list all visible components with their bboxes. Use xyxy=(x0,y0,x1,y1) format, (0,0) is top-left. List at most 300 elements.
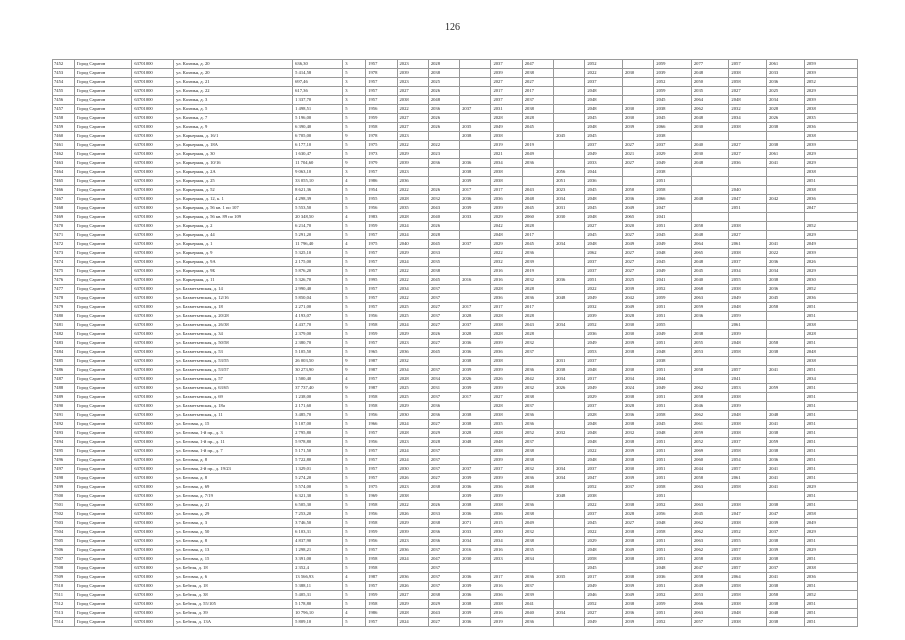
table-cell xyxy=(554,582,585,591)
table-cell: 5 178,80 xyxy=(293,600,343,609)
table-cell: 2033 xyxy=(460,528,491,537)
table-cell: 7509 xyxy=(53,573,75,582)
table-cell: ул. Бахметьевская, д. 53/55 xyxy=(174,357,293,366)
table-cell: 2038 xyxy=(522,510,553,519)
table-cell: 2048 xyxy=(691,258,729,267)
table-cell: 2051 xyxy=(804,312,857,321)
table-cell: 2049 xyxy=(585,150,623,159)
table-row xyxy=(53,483,858,492)
table-cell: 63701000 xyxy=(132,357,174,366)
table-cell: Город Саратов xyxy=(74,339,131,348)
table-cell: 2038 xyxy=(622,537,653,546)
table-cell: 2028 xyxy=(460,429,491,438)
table-cell: 2027 xyxy=(622,231,653,240)
table-cell: 5 xyxy=(343,474,366,483)
table-cell xyxy=(428,168,459,177)
table-cell: 7496 xyxy=(53,456,75,465)
table-cell: 7463 xyxy=(53,159,75,168)
table-cell: 2037 xyxy=(585,465,623,474)
table-row xyxy=(53,528,858,537)
table-cell: 5 xyxy=(343,537,366,546)
table-cell: 2039 xyxy=(729,402,767,411)
table-cell: 63701000 xyxy=(132,582,174,591)
table-cell: 2038 xyxy=(804,105,857,114)
table-cell: 2038 xyxy=(622,555,653,564)
table-row xyxy=(53,87,858,96)
table-cell: 2023 xyxy=(397,483,428,492)
table-cell: 1975 xyxy=(366,240,397,249)
table-row xyxy=(53,357,858,366)
table-cell: ул. Карьерная, д. 9Б xyxy=(174,267,293,276)
table-cell xyxy=(554,411,585,420)
table-cell: 2037 xyxy=(585,402,623,411)
table-cell: 2027 xyxy=(622,519,653,528)
table-cell: 2049 xyxy=(691,582,729,591)
table-cell: 2071 xyxy=(460,519,491,528)
table-cell: Город Саратов xyxy=(74,87,131,96)
table-cell xyxy=(691,357,729,366)
table-cell: 2021 xyxy=(491,150,522,159)
table-cell: 2037 xyxy=(585,78,623,87)
table-cell: Город Саратов xyxy=(74,492,131,501)
table-cell: 2045 xyxy=(585,186,623,195)
table-cell: 2038 xyxy=(460,357,491,366)
table-row xyxy=(53,474,858,483)
table-cell: 9 063,10 xyxy=(293,168,343,177)
table-cell: 7493 xyxy=(53,429,75,438)
table-cell: 2039 xyxy=(491,384,522,393)
table-cell: 9 xyxy=(343,159,366,168)
table-cell: 2036 xyxy=(522,411,553,420)
table-cell: Город Саратов xyxy=(74,69,131,78)
table-cell: 2034 xyxy=(554,375,585,384)
table-cell: 63701000 xyxy=(132,366,174,375)
table-row xyxy=(53,204,858,213)
table-cell: ул. Казачья, д. 3 xyxy=(174,96,293,105)
table-cell: 1956 xyxy=(366,510,397,519)
table-cell: 2039 xyxy=(804,69,857,78)
table-cell: 1958 xyxy=(366,555,397,564)
table-cell: 2 271,00 xyxy=(293,303,343,312)
table-cell: 2034 xyxy=(428,375,459,384)
table-cell: 1956 xyxy=(366,312,397,321)
table-cell: 2023 xyxy=(428,150,459,159)
table-cell: 5 xyxy=(343,600,366,609)
table-cell: 2037 xyxy=(522,438,553,447)
table-cell: 7472 xyxy=(53,240,75,249)
table-cell: 1957 xyxy=(366,267,397,276)
table-cell: 63701000 xyxy=(132,231,174,240)
table-cell: 2038 xyxy=(804,132,857,141)
table-cell: 2059 xyxy=(654,600,692,609)
table-cell: 2046 xyxy=(691,402,729,411)
table-cell: 2058 xyxy=(767,303,805,312)
table-cell: 1987 xyxy=(366,366,397,375)
table-cell: 2036 xyxy=(804,294,857,303)
table-cell: 2059 xyxy=(654,294,692,303)
table-cell: 2029 xyxy=(428,429,459,438)
table-cell: 2048 xyxy=(491,438,522,447)
table-cell: 2027 xyxy=(397,591,428,600)
table-cell: Город Саратов xyxy=(74,537,131,546)
table-cell: 63701000 xyxy=(132,456,174,465)
table-cell: 2024 xyxy=(397,321,428,330)
table-cell: 2053 xyxy=(585,348,623,357)
table-cell: ул. Карьерная, д. 56 кв. 89 по 109 xyxy=(174,213,293,222)
table-cell: Город Саратов xyxy=(74,510,131,519)
table-cell: 63701000 xyxy=(132,447,174,456)
table-cell: ул. Казачья, д. 5 xyxy=(174,105,293,114)
table-cell xyxy=(460,294,491,303)
table-cell xyxy=(554,96,585,105)
table-cell: ул. Карьерная, д. 30 xyxy=(174,150,293,159)
table-cell: 2048 xyxy=(522,195,553,204)
table-cell: 2049 xyxy=(491,123,522,132)
table-cell: 2048 xyxy=(428,96,459,105)
table-cell: 2038 xyxy=(522,447,553,456)
table-cell xyxy=(460,267,491,276)
table-cell: 2038 xyxy=(729,618,767,627)
table-cell: 2053 xyxy=(691,348,729,357)
table-cell: 2051 xyxy=(804,411,857,420)
table-cell: 6 321,30 xyxy=(293,492,343,501)
table-row xyxy=(53,186,858,195)
table-cell: 2036 xyxy=(428,528,459,537)
table-cell: ул. Беговая, д. 8 xyxy=(174,474,293,483)
table-cell: 1957 xyxy=(366,339,397,348)
table-cell: 7500 xyxy=(53,492,75,501)
table-cell xyxy=(767,357,805,366)
table-cell: 2052 xyxy=(654,591,692,600)
table-cell: 5 xyxy=(343,258,366,267)
table-cell: 2039 xyxy=(460,204,491,213)
table-cell: 2026 xyxy=(428,501,459,510)
table-cell: 2036 xyxy=(767,258,805,267)
table-cell: 2038 xyxy=(767,429,805,438)
table-cell: 2048 xyxy=(585,213,623,222)
table-cell: 2030 xyxy=(804,276,857,285)
table-cell: 2027 xyxy=(491,78,522,87)
table-row xyxy=(53,573,858,582)
table-cell xyxy=(554,393,585,402)
table-cell: 2028 xyxy=(622,312,653,321)
table-row xyxy=(53,510,858,519)
table-cell: Город Саратов xyxy=(74,258,131,267)
table-cell: 2052 xyxy=(585,60,623,69)
table-cell: 2058 xyxy=(691,366,729,375)
table-cell: 7480 xyxy=(53,312,75,321)
table-cell: 5 809,10 xyxy=(293,618,343,627)
table-cell: 2022 xyxy=(585,285,623,294)
table-cell: 2037 xyxy=(428,573,459,582)
table-cell: 2037 xyxy=(767,528,805,537)
table-cell: 2059 xyxy=(691,429,729,438)
table-cell: 3 xyxy=(343,87,366,96)
table-cell: 63701000 xyxy=(132,420,174,429)
table-cell: 2037 xyxy=(729,438,767,447)
table-cell: 2059 xyxy=(654,60,692,69)
table-cell: 2040 xyxy=(397,240,428,249)
table-cell: 5 xyxy=(343,321,366,330)
table-cell: 2049 xyxy=(585,339,623,348)
table-cell: 2044 xyxy=(691,465,729,474)
table-cell: 2038 xyxy=(729,600,767,609)
table-cell: Город Саратов xyxy=(74,519,131,528)
table-cell: 2036 xyxy=(522,420,553,429)
table-cell: 2038 xyxy=(767,123,805,132)
table-cell: 2043 xyxy=(522,321,553,330)
table-cell: 2039 xyxy=(585,312,623,321)
table-row xyxy=(53,465,858,474)
table-cell: 2027 xyxy=(428,618,459,627)
table-cell: 2051 xyxy=(804,555,857,564)
table-cell: 2034 xyxy=(554,195,585,204)
table-cell: 1979 xyxy=(366,159,397,168)
table-cell: 1973 xyxy=(366,150,397,159)
table-cell: 2028 xyxy=(491,402,522,411)
table-cell: Город Саратов xyxy=(74,294,131,303)
table-row xyxy=(53,456,858,465)
table-cell: 2049 xyxy=(622,204,653,213)
table-cell: 2041 xyxy=(767,159,805,168)
table-cell: 2053 xyxy=(691,591,729,600)
table-row xyxy=(53,276,858,285)
table-cell: 7479 xyxy=(53,303,75,312)
table-cell: 2016 xyxy=(491,546,522,555)
table-cell: 2062 xyxy=(691,384,729,393)
table-cell: 5 xyxy=(343,411,366,420)
table-cell: 2040 xyxy=(522,609,553,618)
table-cell: 2033 xyxy=(460,213,491,222)
table-cell: ул. Карьерная, д. 2А xyxy=(174,168,293,177)
table-cell: ул. Беговая, д. 21 xyxy=(174,501,293,510)
table-cell: 2051 xyxy=(804,447,857,456)
table-cell: 1956 xyxy=(366,105,397,114)
table-cell: 1966 xyxy=(366,420,397,429)
table-cell: 63701000 xyxy=(132,609,174,618)
table-row xyxy=(53,600,858,609)
table-cell: 2030 xyxy=(622,366,653,375)
table-cell: 5 171,50 xyxy=(293,447,343,456)
table-cell xyxy=(554,528,585,537)
table-cell: 2038 xyxy=(491,132,522,141)
table-cell: 1957 xyxy=(366,303,397,312)
table-row xyxy=(53,105,858,114)
table-cell: 1 630,47 xyxy=(293,150,343,159)
table-cell: ул. Казачья, д. 21 xyxy=(174,78,293,87)
table-cell: 2050 xyxy=(691,78,729,87)
table-cell: 7456 xyxy=(53,96,75,105)
table-cell: 2052 xyxy=(654,618,692,627)
table-cell: Город Саратов xyxy=(74,555,131,564)
table-cell: 20 348,50 xyxy=(293,213,343,222)
table-cell: 2029 xyxy=(397,150,428,159)
table-cell: 2025 xyxy=(397,303,428,312)
table-cell: 1957 xyxy=(366,96,397,105)
table-cell: 2037 xyxy=(428,294,459,303)
table-cell: Город Саратов xyxy=(74,105,131,114)
table-cell: 2028 xyxy=(522,312,553,321)
table-cell: 1987 xyxy=(366,573,397,582)
table-cell: Город Саратов xyxy=(74,483,131,492)
table-cell: 2026 xyxy=(397,474,428,483)
table-cell xyxy=(691,375,729,384)
table-cell: 7469 xyxy=(53,213,75,222)
register-table xyxy=(52,59,858,627)
table-cell: 7467 xyxy=(53,195,75,204)
table-cell: 63701000 xyxy=(132,186,174,195)
table-cell: Город Саратов xyxy=(74,330,131,339)
table-cell: 2025 xyxy=(397,384,428,393)
table-cell: 2038 xyxy=(654,168,692,177)
table-cell: 2051 xyxy=(804,492,857,501)
table-cell: Город Саратов xyxy=(74,420,131,429)
table-cell: 5 xyxy=(343,186,366,195)
table-cell: ул. Беговая, д. 8 xyxy=(174,537,293,546)
table-cell: 2036 xyxy=(767,285,805,294)
table-cell: 1957 xyxy=(366,168,397,177)
table-cell: 2051 xyxy=(804,429,857,438)
table-cell: 2055 xyxy=(729,537,767,546)
table-cell: 2048 xyxy=(554,294,585,303)
table-cell: 2 171,60 xyxy=(293,402,343,411)
table-cell: 2032 xyxy=(522,276,553,285)
table-cell: 2036 xyxy=(767,78,805,87)
table-row xyxy=(53,60,858,69)
table-cell: 2059 xyxy=(729,312,767,321)
table-cell: 2052 xyxy=(804,285,857,294)
table-cell: 2028 xyxy=(491,114,522,123)
table-cell: 2051 xyxy=(804,465,857,474)
table-cell: 2048 xyxy=(654,249,692,258)
table-cell xyxy=(691,213,729,222)
table-cell: 7485 xyxy=(53,357,75,366)
table-cell: 2049 xyxy=(654,384,692,393)
table-cell: 63701000 xyxy=(132,510,174,519)
table-cell: 2036 xyxy=(491,195,522,204)
table-cell: 2039 xyxy=(460,582,491,591)
table-row xyxy=(53,240,858,249)
table-cell: 2036 xyxy=(491,294,522,303)
table-cell: 3 391,00 xyxy=(293,555,343,564)
table-cell: 2041 xyxy=(767,420,805,429)
table-cell: 1955 xyxy=(366,195,397,204)
table-cell: 1958 xyxy=(366,123,397,132)
table-cell: 2029 xyxy=(804,231,857,240)
table-cell: 5 xyxy=(343,465,366,474)
table-cell: 2038 xyxy=(622,528,653,537)
table-cell xyxy=(428,357,459,366)
table-cell: 7501 xyxy=(53,501,75,510)
table-cell: ул. Бахметьевская, д. 18а xyxy=(174,402,293,411)
table-cell: 2051 xyxy=(804,600,857,609)
table-cell: 2051 xyxy=(804,402,857,411)
table-cell: 2045 xyxy=(654,96,692,105)
table-cell: 2032 xyxy=(397,357,428,366)
table-cell xyxy=(397,564,428,573)
table-cell: 2035 xyxy=(460,123,491,132)
table-cell: 5 xyxy=(343,456,366,465)
table-cell xyxy=(554,537,585,546)
table-cell: 63701000 xyxy=(132,303,174,312)
table-cell: 2022 xyxy=(585,69,623,78)
table-cell: 2052 xyxy=(654,501,692,510)
table-cell: 2041 xyxy=(729,375,767,384)
table-cell: 2045 xyxy=(554,132,585,141)
table-cell: 2051 xyxy=(804,339,857,348)
table-cell: 63701000 xyxy=(132,465,174,474)
table-cell: 2077 xyxy=(691,60,729,69)
table-cell: ул. Беговая, д. 13 xyxy=(174,546,293,555)
table-cell: 1954 xyxy=(366,186,397,195)
table-row xyxy=(53,213,858,222)
table-cell: ул. Бахметьевская, д. 20/28 xyxy=(174,312,293,321)
table-cell xyxy=(622,132,653,141)
table-cell: 2051 xyxy=(654,582,692,591)
table-cell: 2038 xyxy=(654,105,692,114)
table-cell: 7507 xyxy=(53,555,75,564)
table-cell: 2047 xyxy=(654,204,692,213)
table-cell: 2055 xyxy=(729,276,767,285)
table-cell: 2051 xyxy=(654,222,692,231)
table-cell: ул. Карьерная, д. 52 xyxy=(174,186,293,195)
table-cell: 2038 xyxy=(729,393,767,402)
table-row xyxy=(53,303,858,312)
table-cell: 2036 xyxy=(522,573,553,582)
table-cell: 5 291,20 xyxy=(293,231,343,240)
table-cell xyxy=(729,357,767,366)
table-cell: ул. Бахметьевская, д. 14 xyxy=(174,285,293,294)
table-cell: 2035 xyxy=(554,573,585,582)
table-cell: 2028 xyxy=(622,402,653,411)
table-cell: Город Саратов xyxy=(74,231,131,240)
table-cell: ул. Бахметьевская, д. 34 xyxy=(174,330,293,339)
table-cell: 7465 xyxy=(53,177,75,186)
table-cell: 5 xyxy=(343,303,366,312)
table-row xyxy=(53,150,858,159)
table-cell: 2030 xyxy=(554,213,585,222)
table-cell: 2027 xyxy=(622,141,653,150)
table-cell: 7460 xyxy=(53,132,75,141)
table-cell: 2036 xyxy=(691,312,729,321)
table-cell xyxy=(767,492,805,501)
table-cell: 2028 xyxy=(397,609,428,618)
table-cell: 2017 xyxy=(460,303,491,312)
table-cell xyxy=(460,87,491,96)
table-cell xyxy=(554,105,585,114)
table-cell xyxy=(460,456,491,465)
table-cell: 2039 xyxy=(622,474,653,483)
table-cell: 2039 xyxy=(491,339,522,348)
table-cell: 9 xyxy=(343,357,366,366)
table-cell: 2057 xyxy=(729,465,767,474)
table-cell: 1958 xyxy=(366,321,397,330)
table-cell xyxy=(767,168,805,177)
table-cell: 2039 xyxy=(804,96,857,105)
table-cell: 2036 xyxy=(522,294,553,303)
table-cell: 2048 xyxy=(729,411,767,420)
table-cell: 2036 xyxy=(522,618,553,627)
table-cell: 7477 xyxy=(53,285,75,294)
table-cell: 2037 xyxy=(460,321,491,330)
table-cell: 63701000 xyxy=(132,330,174,339)
table-cell: 2038 xyxy=(428,483,459,492)
table-cell: 2047 xyxy=(767,510,805,519)
table-cell: 2057 xyxy=(729,564,767,573)
table-cell: 63701000 xyxy=(132,384,174,393)
table-cell: 2045 xyxy=(654,114,692,123)
table-cell: 2029 xyxy=(804,483,857,492)
